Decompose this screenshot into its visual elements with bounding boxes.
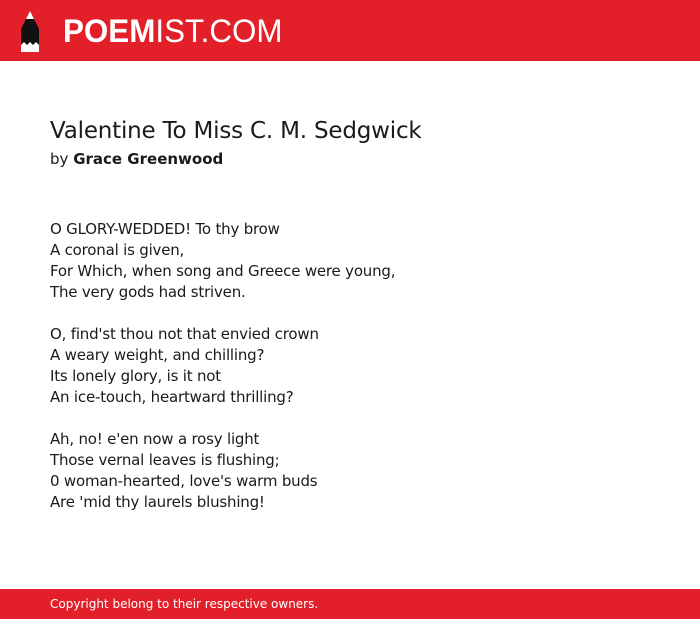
poem-byline: [50, 149, 650, 169]
logo-light-text: IST.COM: [155, 13, 283, 49]
poem-line: Ah, no! e'en now a rosy light: [50, 430, 260, 448]
poem-line: An ice-touch, heartward thrilling?: [50, 388, 294, 406]
poem-stanza: [50, 324, 650, 408]
poem-line: Those vernal leaves is flushing;: [50, 451, 280, 469]
poem-line: For Which, when song and Greece were young,: [50, 262, 396, 280]
pencil-icon: [18, 11, 42, 52]
poem-author: Grace Greenwood: [73, 150, 224, 168]
site-header: [0, 0, 700, 61]
copyright-text: Copyright belong to their respective owners.: [50, 597, 319, 611]
poem-line: O GLORY-WEDDED! To thy brow: [50, 220, 280, 238]
poem-line: Are 'mid thy laurels blushing!: [50, 493, 265, 511]
poem-line: A coronal is given,: [50, 241, 185, 259]
poem-stanza: [50, 429, 650, 513]
poem-body: [50, 219, 650, 534]
poem-line: Its lonely glory, is it not: [50, 367, 221, 385]
logo-bold-text: POEM: [63, 13, 156, 49]
poem-line: The very gods had striven.: [50, 283, 246, 301]
site-logo-link[interactable]: [18, 10, 287, 52]
site-logo-text: [63, 15, 283, 47]
poem-line: 0 woman-hearted, love's warm buds: [50, 472, 318, 490]
poem-line: A weary weight, and chilling?: [50, 346, 265, 364]
poem-line: O, find'st thou not that envied crown: [50, 325, 319, 343]
poem-heading: [50, 116, 650, 169]
poem-stanza: [50, 219, 650, 303]
poem-title: Valentine To Miss C. M. Sedgwick: [50, 118, 422, 144]
site-footer: [0, 589, 700, 619]
byline-label: by: [50, 150, 69, 168]
